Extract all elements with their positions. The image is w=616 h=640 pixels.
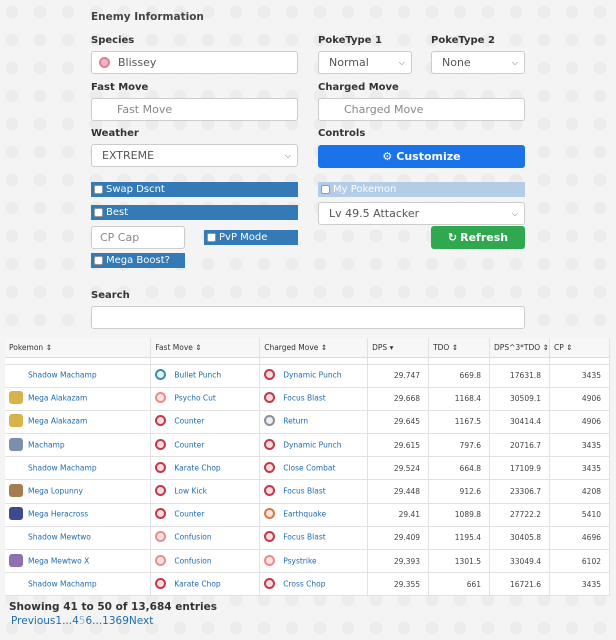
tdo-value: 1168.4 <box>429 387 490 410</box>
cp-value: 3435 <box>550 573 610 596</box>
charged-move-name: Dynamic Punch <box>283 370 342 380</box>
poketype2-value: None <box>442 56 471 69</box>
charged-move-name: Close Combat <box>283 463 336 473</box>
dps-value: 29.409 <box>368 526 429 549</box>
score-value: 20716.7 <box>490 434 550 457</box>
column-header-score[interactable]: DPS^3*TDO ⇕ <box>490 338 550 357</box>
attacker-level-value: Lv 49.5 Attacker <box>329 207 420 220</box>
pokemon-name[interactable]: Shadow Machamp <box>28 370 97 380</box>
column-header-pokemon[interactable]: Pokemon ⇕ <box>5 338 151 357</box>
dps-value: 29.615 <box>368 434 429 457</box>
pvp-mode-label: PvP Mode <box>219 232 268 243</box>
chevron-down-icon: ⌵ <box>398 58 405 67</box>
pokemon-sprite-icon <box>9 530 23 543</box>
pokemon-name[interactable]: Shadow Machamp <box>28 579 97 589</box>
mega-boost-checkbox[interactable] <box>94 256 103 265</box>
fast-move-input[interactable] <box>91 98 298 121</box>
section-title: Enemy Information <box>91 11 204 23</box>
table-row[interactable] <box>5 550 610 573</box>
customize-button[interactable] <box>318 145 525 168</box>
sort-icon: ⇕ <box>45 342 52 352</box>
dps-value: 29.747 <box>368 364 429 387</box>
controls-label: Controls <box>318 128 366 139</box>
fighting-type-icon <box>264 392 275 403</box>
swap-dscnt-toggle[interactable] <box>91 182 298 197</box>
charged-move-label: Charged Move <box>318 82 399 93</box>
dps-value: 29.668 <box>368 387 429 410</box>
column-header-cp[interactable]: CP ⇕ <box>550 338 610 357</box>
my-pokemon-label: My Pokemon <box>333 184 397 195</box>
tdo-value: 1195.4 <box>429 526 490 549</box>
best-label: Best <box>106 207 129 218</box>
fighting-type-icon <box>155 415 166 426</box>
cp-value: 4208 <box>550 480 610 503</box>
charged-move-name: Focus Blast <box>283 532 326 542</box>
tdo-value: 912.6 <box>429 480 490 503</box>
charged-move-name: Earthquake <box>283 509 327 519</box>
page-link-1[interactable]: 1 <box>55 615 63 627</box>
fast-move-name: Psycho Cut <box>174 393 216 403</box>
fast-move-name: Karate Chop <box>174 463 221 473</box>
fast-move-name: Bullet Punch <box>174 370 222 380</box>
poketype2-label: PokeType 2 <box>431 35 495 46</box>
weather-select[interactable] <box>91 144 298 167</box>
column-header-tdo[interactable]: TDO ⇕ <box>429 338 490 357</box>
attacker-level-select[interactable] <box>318 202 525 225</box>
pagination <box>11 615 153 627</box>
refresh-label: Refresh <box>460 231 509 244</box>
pokemon-sprite-icon <box>9 461 23 474</box>
fighting-type-icon <box>264 578 275 589</box>
page-link-6[interactable]: 6 <box>85 615 93 627</box>
sort-icon: ⇕ <box>566 342 573 352</box>
psychic-type-icon <box>155 555 166 566</box>
search-input[interactable] <box>91 306 525 329</box>
mega-boost-toggle[interactable] <box>91 253 185 268</box>
fighting-type-icon <box>264 462 275 473</box>
poketype1-select[interactable] <box>318 51 412 74</box>
pokemon-sprite-icon <box>9 438 23 451</box>
fast-move-label: Fast Move <box>91 82 149 93</box>
fighting-type-icon <box>155 439 166 450</box>
table-row[interactable] <box>5 387 610 410</box>
table-row[interactable] <box>5 457 610 480</box>
score-value: 23306.7 <box>490 480 550 503</box>
mega-boost-label: Mega Boost? <box>106 255 170 266</box>
table-header-row <box>5 338 610 357</box>
fighting-type-icon <box>155 578 166 589</box>
poketype1-label: PokeType 1 <box>318 35 382 46</box>
pvp-mode-checkbox[interactable] <box>207 233 216 242</box>
pagination-ellipsis: ... <box>62 615 73 627</box>
chevron-down-icon: ⌵ <box>284 151 291 160</box>
cp-value: 6102 <box>550 550 610 573</box>
dps-value: 29.41 <box>368 503 429 526</box>
dps-value: 29.448 <box>368 480 429 503</box>
pokemon-sprite-icon <box>9 414 23 427</box>
tdo-value: 664.8 <box>429 457 490 480</box>
best-toggle[interactable] <box>91 205 298 220</box>
table-row[interactable] <box>5 480 610 503</box>
pokemon-sprite-icon <box>9 368 23 381</box>
results-table <box>5 338 610 596</box>
normal-type-icon <box>264 415 275 426</box>
table-row[interactable] <box>5 503 610 526</box>
page-link-5-current[interactable]: 5 <box>78 615 86 627</box>
tdo-value: 1089.8 <box>429 503 490 526</box>
species-field[interactable] <box>91 51 298 74</box>
pokemon-name[interactable]: Machamp <box>28 440 65 450</box>
table-spacer-row <box>5 357 610 364</box>
cp-cap-input[interactable] <box>91 226 185 249</box>
fast-move-name: Counter <box>174 509 205 519</box>
sort-icon: ⇕ <box>195 342 202 352</box>
poketype2-select[interactable] <box>431 51 525 74</box>
charged-move-name: Cross Chop <box>283 579 326 589</box>
cp-value: 3435 <box>550 364 610 387</box>
dps-value: 29.524 <box>368 457 429 480</box>
sort-icon: ⇕ <box>451 342 459 352</box>
column-header-fast-move[interactable]: Fast Move ⇕ <box>151 338 260 357</box>
fast-move-name: Low Kick <box>174 486 207 496</box>
tdo-value: 669.8 <box>429 364 490 387</box>
charged-move-name: Focus Blast <box>283 486 326 496</box>
chevron-down-icon: ⌵ <box>511 209 518 218</box>
refresh-button[interactable] <box>431 226 525 249</box>
page-link-last[interactable]: 1369 <box>102 615 129 627</box>
my-pokemon-checkbox[interactable] <box>321 185 330 194</box>
charged-move-placeholder: Charged Move <box>344 103 424 116</box>
cp-value: 5410 <box>550 503 610 526</box>
charged-move-input[interactable] <box>318 98 525 121</box>
psychic-type-icon <box>155 392 166 403</box>
cp-value: 4696 <box>550 526 610 549</box>
best-checkbox[interactable] <box>94 208 103 217</box>
table-row[interactable] <box>5 364 610 387</box>
score-value: 30405.8 <box>490 526 550 549</box>
score-value: 17631.8 <box>490 364 550 387</box>
charged-move-name: Return <box>283 416 309 426</box>
score-value: 30509.1 <box>490 387 550 410</box>
dps-value: 29.355 <box>368 573 429 596</box>
fast-move-name: Confusion <box>174 556 212 566</box>
charged-move-name: Psystrike <box>283 556 317 566</box>
fast-move-name: Counter <box>174 440 205 450</box>
dps-value: 29.645 <box>368 410 429 433</box>
pokemon-name[interactable]: Shadow Mewtwo <box>28 532 91 542</box>
poketype1-value: Normal <box>329 56 369 69</box>
fighting-type-icon <box>264 485 275 496</box>
pokemon-sprite-icon <box>9 577 23 590</box>
table-row[interactable] <box>5 410 610 433</box>
pokemon-name[interactable]: Shadow Machamp <box>28 463 97 473</box>
pokemon-sprite-icon <box>9 484 23 497</box>
score-value: 33049.4 <box>490 550 550 573</box>
psychic-type-icon <box>155 531 166 542</box>
tdo-value: 1167.5 <box>429 410 490 433</box>
fighting-type-icon <box>264 439 275 450</box>
pokemon-name[interactable]: Mega Alakazam <box>28 393 88 403</box>
fighting-type-icon <box>155 508 166 519</box>
cp-value: 4906 <box>550 387 610 410</box>
tdo-value: 661 <box>429 573 490 596</box>
table-row[interactable] <box>5 526 610 549</box>
weather-value: EXTREME <box>102 149 155 162</box>
swap-dscnt-checkbox[interactable] <box>94 185 103 194</box>
dps-value: 29.393 <box>368 550 429 573</box>
fast-move-name: Counter <box>174 416 205 426</box>
search-label: Search <box>91 290 130 301</box>
fighting-type-icon <box>155 462 166 473</box>
species-label: Species <box>91 35 135 46</box>
blissey-icon <box>99 57 110 68</box>
pagination-ellipsis: ... <box>92 615 103 627</box>
fast-move-name: Confusion <box>174 532 212 542</box>
pokemon-sprite-icon <box>9 391 23 404</box>
score-value: 27722.2 <box>490 503 550 526</box>
tdo-value: 1301.5 <box>429 550 490 573</box>
cp-value: 3435 <box>550 457 610 480</box>
table-row[interactable] <box>5 434 610 457</box>
pokemon-sprite-icon <box>9 554 23 567</box>
sort-icon: ⇕ <box>542 342 549 352</box>
tdo-value: 797.6 <box>429 434 490 457</box>
previous-page-link[interactable]: Previous <box>11 615 56 627</box>
customize-label: Customize <box>396 150 461 163</box>
column-header-charged-move[interactable]: Charged Move ⇕ <box>260 338 368 357</box>
table-info: Showing 41 to 50 of 13,684 entries <box>9 601 217 613</box>
steel-type-icon <box>155 369 166 380</box>
charged-move-name: Focus Blast <box>283 393 326 403</box>
psychic-type-icon <box>264 555 275 566</box>
fighting-type-icon <box>155 485 166 496</box>
ground-type-icon <box>264 508 275 519</box>
pokemon-name[interactable]: Mega Alakazam <box>28 416 88 426</box>
page-link-4[interactable]: 4 <box>72 615 79 627</box>
score-value: 16721.6 <box>490 573 550 596</box>
swap-dscnt-label: Swap Dscnt <box>106 184 165 195</box>
my-pokemon-toggle[interactable] <box>318 182 525 197</box>
pokemon-sprite-icon <box>9 507 23 520</box>
score-value: 30414.4 <box>490 410 550 433</box>
species-value: Blissey <box>118 56 157 69</box>
weather-label: Weather <box>91 128 139 139</box>
fast-move-name: Karate Chop <box>174 579 221 589</box>
pvp-mode-toggle[interactable] <box>204 230 298 245</box>
next-page-link[interactable]: Next <box>128 615 154 627</box>
cp-cap-placeholder: CP Cap <box>100 231 140 244</box>
table-row[interactable] <box>5 573 610 596</box>
pokemon-name[interactable]: Mega Heracross <box>28 509 89 519</box>
pokemon-name[interactable]: Mega Mewtwo X <box>28 556 90 566</box>
refresh-icon: ↻ <box>447 231 458 244</box>
sort-desc-icon: ▾ <box>389 342 394 352</box>
charged-move-name: Dynamic Punch <box>283 440 342 450</box>
score-value: 17109.9 <box>490 457 550 480</box>
chevron-down-icon: ⌵ <box>511 58 518 67</box>
cp-value: 4906 <box>550 410 610 433</box>
column-header-dps[interactable]: DPS ▾ <box>368 338 429 357</box>
gear-icon: ⚙ <box>382 150 393 163</box>
cp-value: 3435 <box>550 434 610 457</box>
fighting-type-icon <box>264 531 275 542</box>
fast-move-placeholder: Fast Move <box>117 103 173 116</box>
fighting-type-icon <box>264 369 275 380</box>
sort-icon: ⇕ <box>320 342 328 352</box>
pokemon-name[interactable]: Mega Lopunny <box>28 486 83 496</box>
